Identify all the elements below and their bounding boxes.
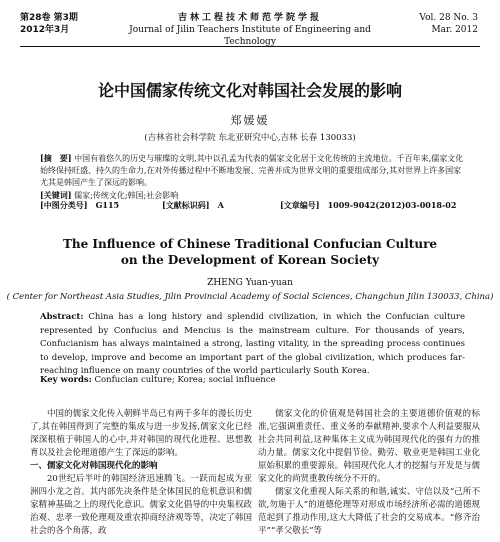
body-column-left xyxy=(30,408,252,538)
author-en: ZHENG Yuan-yuan xyxy=(207,278,293,288)
affiliation-cn: (吉林省社会科学院 东北亚研究中心,吉林 长春 130033) xyxy=(144,133,356,143)
abstract-en-label: Abstract: xyxy=(40,312,84,322)
section-heading: 一、儒家文化对韩国现代化的影响 xyxy=(30,461,158,471)
abstract-en-text: China has a long history and splendid civilization, in which the Confucian culture represented by Confucius and Mencius is the mainstream culture. For thousands of years, Confucianism has always maintained a strong, lasting vitality, in the spreading process continues to develop, improve and become an important part of the global civilization, which produces far-reaching influence on many countries of the world particularly South Korea. xyxy=(40,312,465,376)
journal-name-en: Journal of Jilin Teachers Institute of Engineering and Technology xyxy=(129,25,371,47)
title-en xyxy=(0,236,500,268)
article-number: [文章编号] 1009-9042(2012)03-0018-02 xyxy=(280,200,457,210)
date-en: Mar. 2012 xyxy=(431,25,478,35)
document-code: [文献标识码] A xyxy=(162,200,224,210)
keywords-cn-label: [关键词] xyxy=(40,190,72,200)
title-en-line2: on the Development of Korean Society xyxy=(120,253,380,267)
keywords-cn-text: 儒家;传统文化;韩国;社会影响 xyxy=(74,191,179,200)
date-cn: 2012年3月 xyxy=(20,25,70,35)
body-column-right xyxy=(258,408,480,538)
abstract-cn xyxy=(40,152,465,202)
header-rule xyxy=(20,46,480,47)
journal-name-cn: 吉林工程技术师范学院学报 xyxy=(177,13,322,23)
abstract-cn-label: [摘 要] xyxy=(40,153,72,163)
header-volume-cn xyxy=(20,12,78,36)
abstract-en xyxy=(40,311,465,379)
keywords-en-label: Key words: xyxy=(40,375,92,385)
title-en-line1: The Influence of Chinese Traditional Confucian Culture xyxy=(62,237,438,251)
keywords-en xyxy=(40,375,465,385)
body-paragraph: 20世纪后半叶的韩国经济迅速腾飞。一跃而起成为亚洲四小龙之首。其内部先决条件是全体国民的危机意识和儒家精神基础之上的现代化意识。儒家文化倡导的中央集权政治观、忠孝一致伦理观及重农抑商经济观等等，决定了韩国社会的各个角落，政 xyxy=(30,474,252,536)
header-journal-name xyxy=(120,12,380,48)
abstract-cn-text: 中国有着悠久的历史与璀璨的文明,其中以孔孟为代表的儒家文化居于文化传统的主流地位。千百年来,儒家文化始终保持旺盛、持久的生命力,在对外传播过程中不断地发展、完善并成为世界文明的重要组成部分,其对世界上许多国家尤其是韩国产生了深远的影响。 xyxy=(40,154,464,187)
title-cn: 论中国儒家传统文化对韩国社会发展的影响 xyxy=(97,81,402,100)
clc-number: [中图分类号] G115 xyxy=(40,200,120,210)
body-paragraph: 儒家文化重视人际关系的和谐,诚实、守信以及“己所不欲,勿施于人”的道德伦理等对形成市场经济所必需的道德规范起到了推动作用,这大大降低了社会的交易成本。“修齐治平”“孝父敬长”等 xyxy=(258,487,480,536)
header-volume-en xyxy=(419,12,478,36)
affiliation-en: ( Center for Northeast Asia Studies, Jilin Provincial Academy of Social Sciences, Changchun Jilin 130033, China) xyxy=(6,292,494,302)
author-cn: 郑媛媛 xyxy=(230,114,270,127)
volume-cn: 第28卷 第3期 xyxy=(20,13,78,23)
keywords-en-text: Confucian culture; Korea; social influence xyxy=(94,375,276,385)
body-paragraph: 中国的儒家文化传入朝鲜半岛已有两千多年的漫长历史了,其在韩国得到了完整的集成与进一步发扬,儒家文化已经深深根植于韩国人的心中,并对韩国的现代化进程、思想教育以及社会伦理道德产生了深远的影响。 xyxy=(30,409,252,458)
journal-header xyxy=(0,0,500,48)
body-paragraph: 儒家文化的价值观是韩国社会的主要道德价值观的标准,它强调重责任、重义务的奉献精神,要求个人利益要服从社会共同利益,这种集体主义成为韩国现代化的强有力的推动力量。儒家文化中提倡节俭、勤劳、敬业更是韩国工业化原始积累的重要源泉。韩国现代化人才的挖掘与开发是与儒家文化的尚贤重教传统分不开的。 xyxy=(258,409,480,484)
volume-en: Vol. 28 No. 3 xyxy=(419,13,478,23)
